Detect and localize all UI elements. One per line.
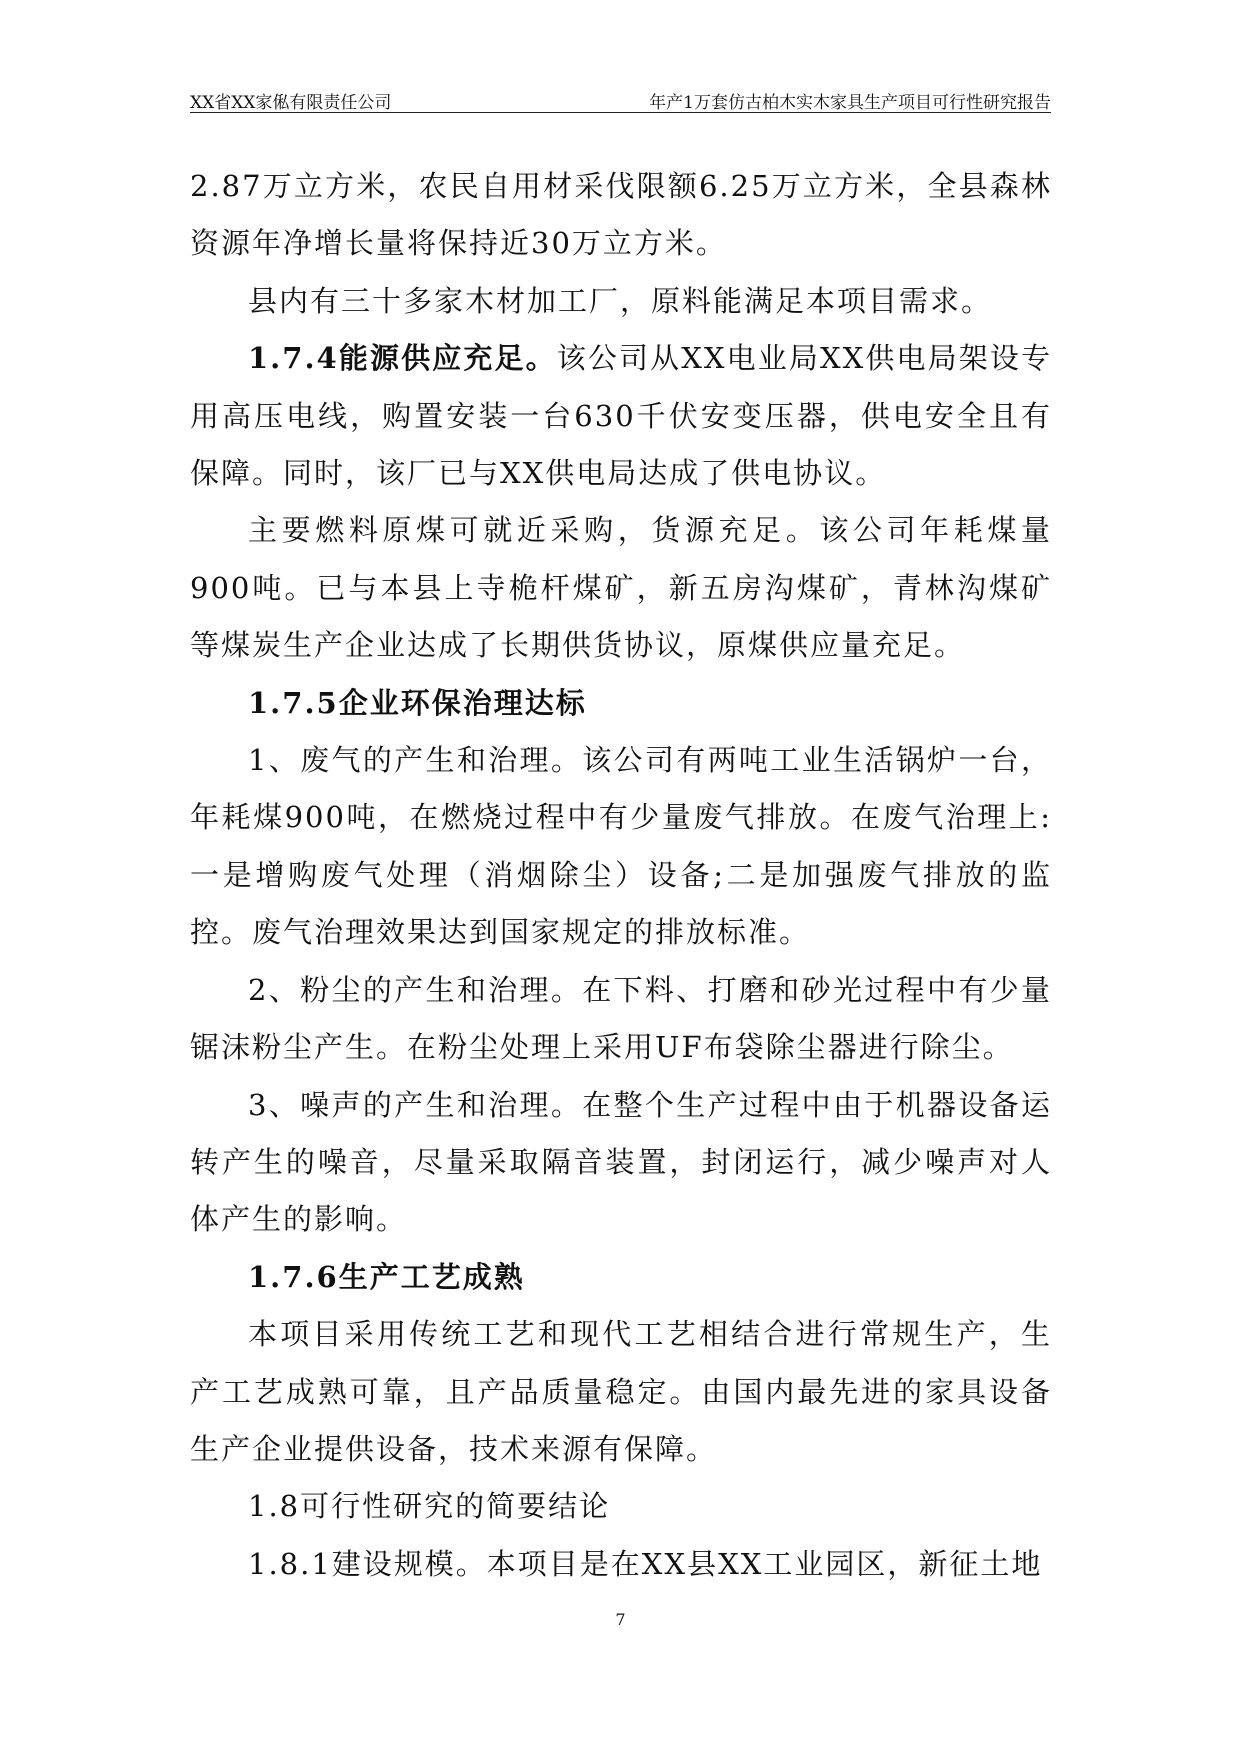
paragraph-energy-supply [190, 330, 1052, 502]
section-heading-1-7-6: 1.7.6生产工艺成熟 [248, 1259, 525, 1294]
section-heading-1-7-5: 1.7.5企业环保治理达标 [248, 685, 587, 720]
page-number: 7 [615, 1610, 626, 1629]
paragraph-production-process: 本项目采用传统工艺和现代工艺相结合进行常规生产，生产工艺成熟可靠，且产品质量稳定。由国内最先进的家具设备生产企业提供设备，技术来源有保障。 [190, 1317, 1052, 1466]
page-body [190, 158, 1052, 1593]
paragraph-exhaust-gas: 1、废气的产生和治理。该公司有两吨工业生活锅炉一台，年耗煤900吨，在燃烧过程中有少量废气排放。在废气治理上:一是增购废气处理（消烟除尘）设备;二是加强废气排放的监控。废气治理效果达到国家规定的排放标准。 [190, 743, 1052, 950]
paragraph-forest-resources: 2.87万立方米，农民自用材采伐限额6.25万立方米，全县森林资源年净增长量将保持近30万立方米。 [190, 169, 1052, 261]
paragraph-construction-scale: 1.8.1建设规模。本项目是在XX县XX工业园区，新征土地 [248, 1546, 1043, 1581]
page-header [190, 88, 1051, 113]
header-report-title: 年产1万套仿古柏木实木家具生产项目可行性研究报告 [649, 93, 1051, 113]
paragraph-wood-factories: 县内有三十多家木材加工厂，原料能满足本项目需求。 [248, 283, 993, 318]
section-heading-1-8: 1.8可行性研究的简要结论 [248, 1489, 611, 1524]
paragraph-dust: 2、粉尘的产生和治理。在下料、打磨和砂光过程中有少量锯沫粉尘产生。在粉尘处理上采用UF布袋除尘器进行除尘。 [190, 972, 1052, 1065]
header-company: XX省XX家俬有限责任公司 [190, 93, 392, 113]
paragraph-noise: 3、噪声的产生和治理。在整个生产过程中由于机器设备运转产生的噪音，尽量采取隔音装置，封闭运行，减少噪声对人体产生的影响。 [190, 1087, 1052, 1237]
section-heading-1-7-4: 1.7.4能源供应充足。 [248, 341, 557, 376]
paragraph-coal-supply: 主要燃料原煤可就近采购，货源充足。该公司年耗煤量900吨。已与本县上寺桅杆煤矿，新五房沟煤矿，青林沟煤矿等煤炭生产企业达成了长期供货协议，原煤供应量充足。 [190, 513, 1052, 663]
energy-supply-text: 该公司从XX电业局XX供电局架设专用高压电线，购置安装一台630千伏安变压器，供电安全且有保障。同时，该厂已与XX供电局达成了供电协议。 [190, 341, 1052, 491]
